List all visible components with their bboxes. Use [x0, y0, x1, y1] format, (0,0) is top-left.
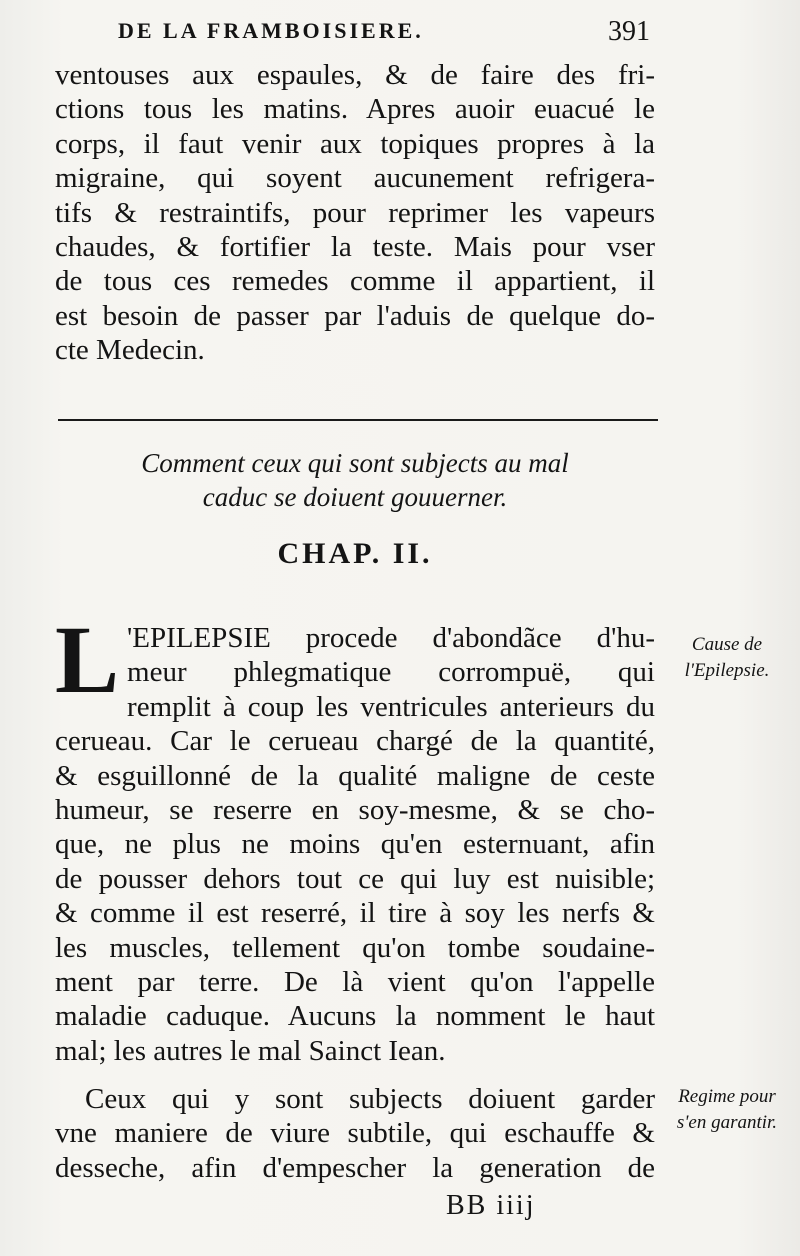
text-line: cte Medecin. [55, 334, 205, 367]
signature-mark: BB iiij [446, 1190, 536, 1221]
text-line: migraine, qui soyent aucunement refrigera- [55, 162, 655, 195]
margin-note-cause [658, 632, 796, 684]
text-line: de tous ces remedes comme il appartient, il [55, 265, 655, 298]
text-line: corps, il faut venir aux topiques propres à la [55, 127, 655, 160]
chapter-title-line: caduc se doiuent gouuerner. [202, 482, 508, 512]
chapter-title-line: Comment ceux qui sont subjects au mal [141, 448, 569, 478]
text-line: les muscles, tellement qu'on tombe soudaine- [55, 931, 655, 964]
running-title: DE LA FRAMBOISIERE. [118, 18, 424, 43]
margin-note-regime [658, 1084, 796, 1136]
margin-note-line: Cause de [691, 634, 763, 655]
margin-note-line: s'en garantir. [676, 1112, 778, 1133]
drop-cap: L [55, 606, 120, 713]
text-line: maladie caduque. Aucuns la nomment le haut [55, 1000, 655, 1033]
paragraph-regime [55, 1082, 655, 1185]
text-line: de pousser dehors tout ce qui luy est nuisible; [55, 862, 655, 895]
text-line: mal; les autres le mal Sainct Iean. [55, 1034, 446, 1067]
text-line: & esguillonné de la qualité maligne de ceste [55, 759, 655, 792]
text-line: ment par terre. De là vient qu'on l'appelle [55, 965, 655, 998]
page-header [110, 14, 650, 48]
text-line: que, ne plus ne moins qu'en esternuant, afin [55, 828, 655, 861]
text-line: cerueau. Car le cerueau chargé de la quantité, [55, 725, 655, 758]
text-line: Ceux qui y sont subjects doiuent garder [85, 1083, 655, 1115]
chapter-heading [55, 446, 655, 514]
text-line: ctions tous les matins. Apres auoir euacué le [55, 93, 655, 126]
text-line: tifs & restraintifs, pour reprimer les vapeurs [55, 196, 655, 229]
text-line: vne maniere de viure subtile, qui eschauffe & [55, 1117, 655, 1150]
text-line: ventouses aux espaules, & de faire des fri- [55, 59, 655, 91]
section-rule [58, 419, 658, 421]
page-number: 391 [608, 16, 650, 47]
text-line: chaudes, & fortifier la teste. Mais pour vser [55, 230, 655, 263]
margin-note-line: l'Epilepsie. [684, 660, 770, 681]
text-line: humeur, se reserre en soy-mesme, & se cho- [55, 793, 655, 826]
text-line: 'EPILEPSIE procede d'abondãce d'hu- [127, 622, 655, 654]
text-line: meur phlegmatique corrompuë, qui [127, 656, 655, 689]
text-line: & comme il est reserré, il tire à soy les nerfs & [55, 897, 655, 930]
chapter-paragraph [55, 606, 655, 1068]
margin-note-line: Regime pour [678, 1086, 776, 1107]
text-line: desseche, afin d'empescher la generation de [55, 1151, 655, 1184]
paragraph-continued [55, 58, 655, 368]
text-line: remplit à coup les ventricules anterieurs du [127, 690, 655, 723]
chapter-number: CHAP. II. [277, 537, 433, 570]
text-line: est besoin de passer par l'aduis de quelque do- [55, 299, 655, 332]
